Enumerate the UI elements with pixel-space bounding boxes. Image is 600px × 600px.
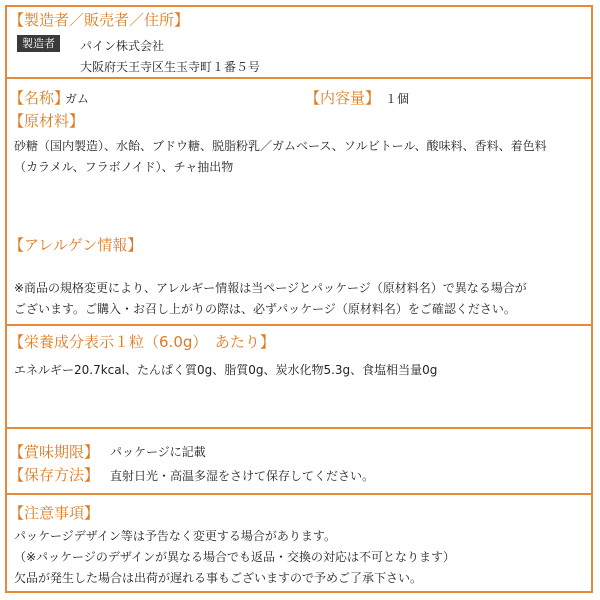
- name-value: ガム: [65, 92, 90, 106]
- allergy-line-1: ※商品の規格変更により、アレルギー情報は当ページとパッケージ（原材料名）で異なる場合が: [14, 281, 527, 295]
- divider: [7, 324, 591, 326]
- expiry-heading: 【賞味期限】: [9, 443, 100, 461]
- company-name: パイン株式会社: [80, 39, 165, 53]
- allergy-line-2: ございます。ご購入・お召し上がりの際は、必ずパッケージ（原材料名）をご確認ください。: [14, 302, 516, 316]
- divider: [7, 493, 591, 495]
- manufacturer-heading: 【製造者／販売者／住所】: [9, 11, 190, 29]
- ingredients-line-1: 砂糖（国内製造）、水飴、ブドウ糖、脱脂粉乳／ガムベース、ソルビトール、酸味料、香料、着色料: [14, 139, 547, 153]
- storage-heading: 【保存方法】: [9, 466, 100, 484]
- ingredients-heading: 【原材料】: [9, 112, 85, 130]
- nutrition-line-1: エネルギー20.7kcal、たんぱく質0g、脂質0g、炭水化物5.3g、食塩相当量0g: [14, 363, 438, 377]
- notes-line-2: （※パッケージのデザインが異なる場合でも返品・交換の対応は不可となります）: [14, 550, 455, 564]
- divider: [7, 427, 591, 429]
- nutrition-heading: 【栄養成分表示１粒（6.0g） あたり】: [9, 333, 275, 351]
- expiry-value: パッケージに記載: [110, 445, 206, 459]
- content-heading: 【内容量】: [305, 89, 381, 107]
- manufacturer-badge: 製造者: [17, 35, 60, 52]
- divider: [7, 77, 591, 79]
- name-heading: 【名称】: [9, 89, 70, 107]
- ingredients-line-2: （カラメル、フラボノイド）、チャ抽出物: [14, 160, 234, 174]
- company-address: 大阪府天王寺区生玉寺町１番５号: [80, 60, 261, 74]
- notes-heading: 【注意事項】: [9, 504, 100, 522]
- notes-line-1: パッケージデザイン等は予告なく変更する場合があります。: [14, 529, 336, 543]
- content-value: １個: [385, 92, 410, 106]
- notes-line-3: 欠品が発生した場合は出荷が遅れる事もございますので予めご了承下さい。: [14, 571, 423, 585]
- allergy-heading: 【アレルゲン情報】: [9, 236, 143, 254]
- storage-value: 直射日光・高温多湿をさけて保存してください。: [110, 469, 375, 483]
